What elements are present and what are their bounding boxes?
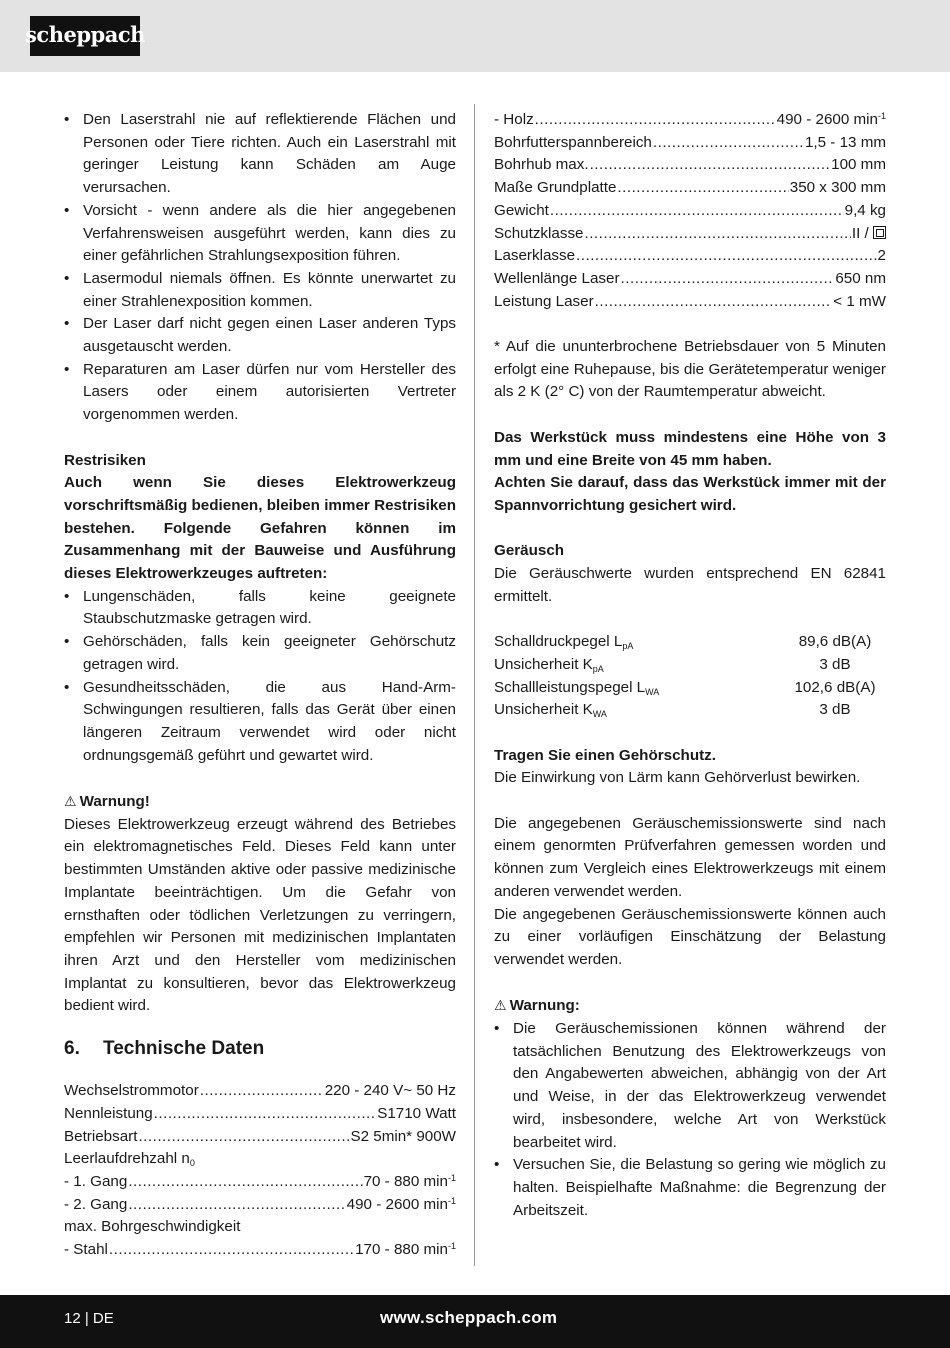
warning-heading-text: Warnung: [509,997,580,1015]
tech-row: Gewicht ..... 9,4 kg [494,200,886,223]
ear-protection-heading: Tragen Sie einen Gehörschutz. [494,746,716,764]
tech-row: - Holz ..... 490 - 2600 $\min^{-1}$ [494,109,886,132]
section-heading [64,1036,456,1062]
tech-row: Leerlaufdrehzahl $n_0$ [64,1150,195,1169]
noise-row: Schalldruckpegel $L_{pA}$ 89,6 dB(A) [494,633,872,652]
tech-row: - Stahl ..... 170 - 880 $\min^{-1}$ [64,1239,456,1262]
tech-row: Wechselstrommotor ..... 220 - 240 V~ 50 Hz [64,1080,456,1103]
tech-row: Bohrfutterspannbereich ..... 1,5 - 13 mm [494,132,886,155]
tech-row: Betriebsart ..... S2 5min* 900W [64,1126,456,1149]
tech-row: - 2. Gang ..... 490 - 2600 $\min^{-1}$ [64,1194,456,1217]
list-item: • Lasermodul niemals öffnen. Es könnte unerwartet zu einer Strahlenexposition kommen. [64,268,456,313]
tech-row: Wellenlänge Laser ..... 650 nm [494,268,886,291]
restrisiken-intro: Auch wenn Sie dieses Elektrowerkzeug vorschriftsmäßig bedienen, bleiben immer Restrisiken bestehen. Folgende Gefahren können im Zusammenhang mit der Bauweise und Ausführung dieses Elektrowerkzeuges auftreten: [64,474,456,583]
noise-row: Unsicherheit $K_{WA}$ 3 dB [494,701,851,720]
list-item: • Gehörschäden, falls kein geeigneter Gehörschutz getragen wird. [64,631,456,676]
warning-heading [64,790,456,814]
list-item: • Die Geräuschemissionen können während der tatsächlichen Benutzung des Elektrowerkzeugs von den Angabewerten abweichen, abhängig von der Art und Weise, in der das Elektrowerkzeug verwendet wird, insbesondere, welche Art von Werkstück bearbeitet wird. [494,1018,886,1154]
left-column [64,109,456,1262]
emission-text: Die angegebenen Geräuschemissionswerte sind nach einem genormten Prüfverfahren gemessen worden und können zum Vergleich eines Elektrowerkzeugs mit einem anderen verwendet werden. [494,814,886,900]
tech-row: max. Bohrgeschwindigkeit [64,1218,241,1236]
tech-row: Nennleistung ..... S1710 Watt [64,1103,456,1126]
right-column [494,109,886,1222]
footer-bar [0,1295,950,1348]
noise-row: Schallleistungspegel $L_{WA}$ 102,6 dB(A) [494,678,876,697]
section-title: Technische Daten [103,1038,265,1060]
noise-intro: Die Geräuschwerte wurden entsprechend EN 62841 ermittelt. [494,565,886,605]
website-link[interactable]: www.scheppach.com [380,1308,558,1327]
list-item: • Vorsicht - wenn andere als die hier angegebenen Verfahrensweisen ausgeführt werden, kann dies zu einer gefährlichen Strahlungsexposition führen. [64,200,456,268]
section-number: 6. [64,1038,80,1060]
tech-row: - 1. Gang ..... 70 - 880 $\min^{-1}$ [64,1171,456,1194]
tech-data-list-continued [494,109,886,313]
noise-heading: Geräusch [494,542,565,560]
list-item: • Gesundheitsschäden, die aus Hand-Arm-Schwingungen resultieren, falls das Gerät über einen längeren Zeitraum verwendet wird oder nicht ordnungsgemäß geführt und gewartet wird. [64,677,456,768]
tech-row: Bohrhub max. ..... 100 mm [494,154,886,177]
workpiece-note: Achten Sie darauf, dass das Werkstück immer mit der Spannvorrichtung gesichert wird. [494,474,886,514]
emission-text: Die angegebenen Geräuschemissionswerte können auch zu einer vorläufigen Einschätzung der Belastung verwendet werden. [494,905,886,968]
footnote: * Auf die ununterbrochene Betriebsdauer von 5 Minuten erfolgt eine Ruhepause, bis die Gerätetemperatur weniger als 2 K (2° C) von der Raumtemperatur abweicht. [494,338,886,401]
laser-safety-list [64,109,456,427]
noise-row: Unsicherheit $K_{pA}$ 3 dB [494,655,851,674]
tech-data-list [64,1080,456,1262]
restrisiken-list [64,586,456,768]
warning-heading [494,994,886,1018]
protection-class-icon [873,226,886,239]
warning-triangle-icon: ⚠ [494,997,507,1014]
warning-triangle-icon: ⚠ [64,793,77,810]
list-item: • Den Laserstrahl nie auf reflektierende Flächen und Personen oder Tiere richten. Auch ein Laserstrahl mit geringer Leistung kann Schäden am Auge verursachen. [64,109,456,200]
tech-row: Schutzklasse ..... II / [494,223,886,246]
column-divider [474,104,475,1266]
tech-row: Laserklasse ..... 2 [494,245,886,268]
warning-heading-text: Warnung! [79,793,150,811]
noise-table [494,631,886,722]
list-item: • Lungenschäden, falls keine geeignete Staubschutzmaske getragen wird. [64,586,456,631]
workpiece-note: Das Werkstück muss mindestens eine Höhe von 3 mm und eine Breite von 45 mm haben. [494,428,886,469]
list-item: • Der Laser darf nicht gegen einen Laser anderen Typs ausgetauscht werden. [64,313,456,358]
scheppach-logo: scheppach [30,16,140,56]
warning-text: Dieses Elektrowerkzeug erzeugt während des Betriebes ein elektromagnetisches Feld. Dieses Feld kann unter bestimmten Umständen aktive oder passive medizinische Implantate beeinträchtigen. Um die Gefahr von ernsthaften oder tödlichen Verletzungen zu verringern, empfehlen wir Personen mit medizinischen Implantaten ihren Arzt und den Hersteller vom medizinischen Implantat zu konsultieren, bevor das Elektrowerkzeug bedient wird. [64,815,456,1015]
tech-row: Maße Grundplatte ..... 350 x 300 mm [494,177,886,200]
ear-protection-text: Die Einwirkung von Lärm kann Gehörverlust bewirken. [494,769,861,787]
noise-warning-list [494,1018,886,1222]
list-item: • Versuchen Sie, die Belastung so gering wie möglich zu halten. Beispielhafte Maßnahme: die Begrenzung der Arbeitszeit. [494,1154,886,1222]
tech-row: Leistung Laser ..... < 1 mW [494,291,886,314]
header-bar [0,0,950,72]
restrisiken-heading: Restrisiken [64,451,146,469]
list-item: • Reparaturen am Laser dürfen nur vom Hersteller des Lasers oder einem autorisierten Vertreter vorgenommen werden. [64,359,456,427]
page-number: 12 | DE [64,1310,114,1327]
